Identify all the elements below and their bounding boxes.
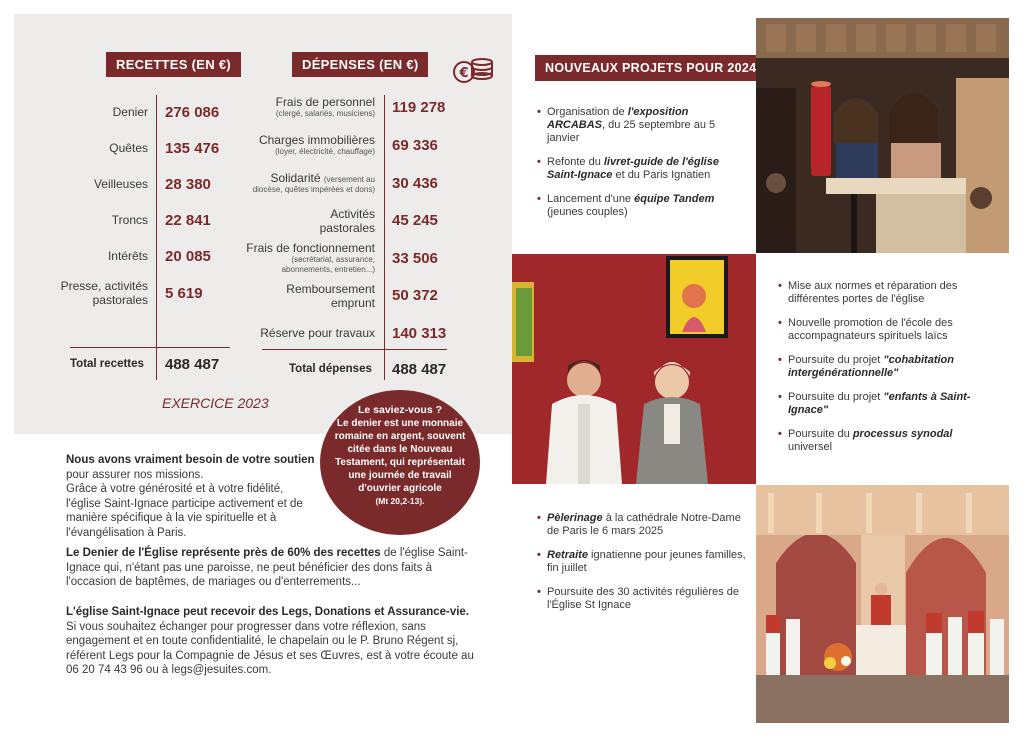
depense-sublabel: (clergé, salariés, musiciens) — [275, 109, 375, 118]
appeal-2-rest: de l'église Saint-Ignace qui, n'étant pas une paroisse, ne peut bénéficier des dons faits à l'occasion de baptêmes, de mariages ou d'enterrements... — [66, 547, 468, 588]
recettes-header: RECETTES (EN €) — [106, 52, 241, 77]
list-item: • Nouvelle promotion de l'école des accompagnateurs spirituels laïcs — [778, 317, 988, 343]
total-depenses-value: 488 487 — [392, 361, 447, 378]
appeal-1-bold: Nous avons vraiment besoin de votre soutien — [66, 454, 315, 466]
depense-value: 69 336 — [392, 137, 438, 154]
projets-list-3 — [537, 512, 747, 623]
list-item: • Pèlerinage à la cathédrale Notre-Dame de Paris le 6 mars 2025 — [537, 512, 747, 538]
recette-label: Intérêts — [107, 249, 148, 263]
recette-label: Denier — [112, 105, 148, 119]
recette-label: Veilleuses — [93, 177, 148, 191]
depense-label: Frais de personnel — [275, 95, 375, 109]
depense-label: Remboursement — [286, 282, 375, 296]
total-recettes-label: Total recettes — [70, 358, 144, 370]
recette-value: 5 619 — [165, 285, 203, 302]
list-item: • Poursuite du projet "cohabitation intergénérationnelle" — [778, 354, 988, 380]
list-item: • Poursuite du processus synodal universel — [778, 428, 988, 454]
depense-sublabel: abonnements, entretien...) — [281, 265, 375, 274]
depense-sublabel: diocèse, quêtes impérées et dons) — [252, 185, 375, 194]
recettes-total-rule — [70, 347, 230, 348]
depense-label: Charges immobilières — [258, 133, 375, 147]
depense-sublabel: (versement au — [323, 175, 375, 184]
appeal-3-bold: L'église Saint-Ignace peut recevoir des Legs, Donations et Assurance-vie. — [66, 606, 470, 618]
list-item: • Refonte du livret-guide de l'église Saint-Ignace et du Paris Ignatien — [537, 156, 749, 182]
recette-label: pastorales — [92, 293, 148, 307]
appeal-1-line2: Grâce à votre générosité et à votre fidélité, l'église Saint-Ignace participe activement et de manière spécifique à la vie spirituelle et à l'évangélisation à Paris. — [66, 483, 303, 539]
recette-label: Troncs — [111, 213, 148, 227]
photo-exhibition — [512, 254, 756, 484]
appeal-paragraph-3 — [66, 605, 476, 678]
depense-label: Solidarité — [270, 171, 321, 185]
depense-label: pastorales — [319, 221, 375, 235]
appeal-3-rest: Si vous souhaitez échanger pour progresser dans votre réflexion, sans engagement et en toute confidentialité, le chapelain ou le P. Bruno Régent sj, référent Legs pour la Compagnie de Jésus et ses Œuvres, est à votre écoute au 06 20 74 43 96 ou à legs@jesuites.com. — [66, 620, 474, 676]
saviez-vous-ref: (Mt 20,2-13). — [375, 496, 425, 506]
appeal-paragraph-2 — [66, 546, 476, 590]
projets-list-2 — [778, 280, 988, 465]
depense-value: 119 278 — [392, 99, 446, 116]
depenses-header: DÉPENSES (EN €) — [292, 52, 428, 77]
depense-value: 45 245 — [392, 212, 438, 229]
recettes-divider — [156, 95, 157, 380]
exercice-label: EXERCICE 2023 — [162, 395, 269, 411]
total-depenses-label: Total dépenses — [289, 363, 372, 375]
saviez-vous-title: Le saviez-vous ? — [357, 404, 443, 416]
list-item: • Poursuite des 30 activités régulières de l'Église St Ignace — [537, 586, 747, 612]
appeal-1-rest: pour assurer nos missions. — [66, 468, 204, 481]
list-item: • Lancement d'une équipe Tandem (jeunes couples) — [537, 193, 749, 219]
recette-value: 135 476 — [165, 140, 220, 157]
depenses-divider — [384, 95, 385, 380]
total-recettes-value: 488 487 — [165, 356, 220, 373]
saviez-vous-text: Le denier est une monnaie romaine en argent, souvent citée dans le Nouveau Testament, qui représentait une journée de travail d'ouvrier agricole — [334, 418, 466, 494]
depense-label: emprunt — [330, 296, 375, 310]
list-item: • Poursuite du projet "enfants à Saint-Ignace" — [778, 391, 988, 417]
depense-label: Réserve pour travaux — [260, 326, 375, 340]
saviez-vous-badge — [320, 390, 480, 535]
depense-label: Activités — [330, 207, 375, 221]
list-item: • Mise aux normes et réparation des différentes portes de l'église — [778, 280, 988, 306]
recette-value: 276 086 — [165, 104, 220, 121]
appeal-paragraph-1 — [66, 453, 316, 540]
recette-value: 22 841 — [165, 212, 211, 229]
coins-icon — [452, 54, 496, 86]
photo-readers-lectern — [756, 18, 1009, 253]
recette-value: 20 085 — [165, 248, 211, 265]
appeal-2-bold: Le Denier de l'Église représente près de 60% des recettes — [66, 547, 381, 559]
depense-value: 33 506 — [392, 250, 438, 267]
depense-value: 140 313 — [392, 325, 447, 342]
photo-church-mass — [756, 485, 1009, 723]
projets-header: NOUVEAUX PROJETS POUR 2024 — [535, 55, 766, 81]
recette-label: Presse, activités — [60, 279, 148, 293]
recette-value: 28 380 — [165, 176, 211, 193]
depense-sublabel: (secrétariat, assurance, — [291, 255, 375, 264]
depenses-total-rule — [262, 349, 447, 350]
svg-text:€: € — [459, 66, 469, 81]
recette-label: Quêtes — [109, 141, 148, 155]
depense-value: 50 372 — [392, 287, 438, 304]
list-item: • Organisation de l'exposition ARCABAS, du 25 septembre au 5 janvier — [537, 106, 749, 145]
depense-sublabel: (loyer, électricité, chauffage) — [275, 147, 375, 156]
list-item: • Retraite ignatienne pour jeunes familles, fin juillet — [537, 549, 747, 575]
projets-list-1 — [537, 106, 749, 230]
depense-label: Frais de fonctionnement — [246, 241, 375, 255]
depense-value: 30 436 — [392, 175, 438, 192]
